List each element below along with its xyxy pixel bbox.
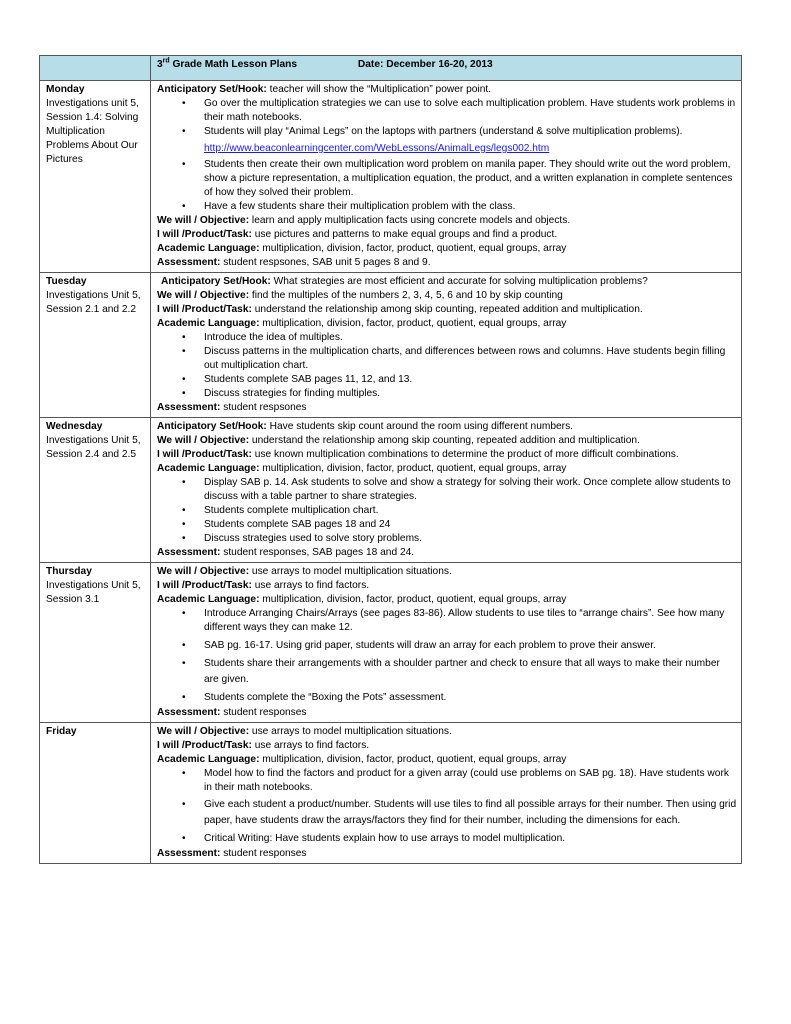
monday-task-text: use pictures and patterns to make equal groups and find a product. (251, 229, 558, 240)
thursday-row (40, 563, 742, 723)
lesson-plan-table (39, 55, 742, 864)
wednesday-row (40, 418, 742, 563)
tuesday-row (40, 273, 742, 418)
friday-bullet-2: • Give each student a product/number. Students will use tiles to find all possible arrays for their number. Then using grid paper, have students draw the arrays/factors they find for their number, including the dimensions for each. (204, 797, 737, 829)
monday-content-cell (151, 81, 742, 273)
thursday-bullet-4: • Students complete the “Boxing the Pots” assessment. (204, 690, 737, 706)
wednesday-bullet-list (157, 476, 737, 546)
thursday-objective-label: We will / Objective: (157, 566, 250, 577)
tuesday-anticipatory-text: What strategies are most efficient and accurate for solving multiplication problems? (270, 276, 648, 287)
monday-academic-label: Academic Language: (157, 243, 260, 254)
wednesday-bullet-3: • Students complete SAB pages 18 and 24 (204, 518, 737, 532)
tuesday-day-cell (40, 273, 151, 418)
wednesday-day-label: Wednesday (46, 421, 103, 432)
tuesday-objective-label: We will / Objective: (157, 290, 250, 301)
tuesday-bullet-1: • Introduce the idea of multiples. (204, 331, 737, 345)
title-text: Grade Math Lesson Plans (169, 59, 298, 70)
tuesday-bullet-2: • Discuss patterns in the multiplication charts, and differences between rows and columns. Have students begin filling out multiplication chart. (204, 345, 737, 373)
monday-day-cell (40, 81, 151, 273)
monday-objective-text: learn and apply multiplication facts using concrete models and objects. (249, 215, 571, 226)
tuesday-bullet-list (157, 331, 737, 401)
friday-academic-text: multiplication, division, factor, product, quotient, equal groups, array (259, 754, 567, 765)
tuesday-task-label: I will /Product/Task: (157, 304, 252, 315)
monday-objective-label: We will / Objective: (157, 215, 250, 226)
friday-assessment-text: student responses (220, 848, 307, 859)
grade-suffix: rd (162, 57, 170, 65)
wednesday-task-text: use known multiplication combinations to determine the product of more difficult combinations. (251, 449, 679, 460)
monday-anticipatory-text: teacher will show the “Multiplication” power point. (266, 84, 492, 95)
friday-assessment-label: Assessment: (157, 848, 221, 859)
friday-task-text: use arrays to find factors. (251, 740, 370, 751)
tuesday-content-cell (151, 273, 742, 418)
thursday-academic-text: multiplication, division, factor, product, quotient, equal groups, array (259, 594, 567, 605)
wednesday-description: Investigations Unit 5, Session 2.4 and 2.5 (46, 435, 141, 460)
friday-task-label: I will /Product/Task: (157, 740, 252, 751)
thursday-bullet-1: • Introduce Arranging Chairs/Arrays (see pages 83-86). Allow students to use tiles to “arrange chairs”. See how many different ways they can make 12. (204, 607, 737, 635)
tuesday-description: Investigations Unit 5, Session 2.1 and 2.2 (46, 290, 141, 315)
monday-bullet-2 (204, 125, 737, 156)
grade-number: 3 (157, 59, 163, 70)
wednesday-assessment-text: student responses, SAB pages 18 and 24. (220, 547, 415, 558)
tuesday-assessment-label: Assessment: (157, 402, 221, 413)
wednesday-objective-label: We will / Objective: (157, 435, 250, 446)
friday-bullet-1: • Model how to find the factors and product for a given array (could use problems on SAB pg. 18). Have students work in their math notebooks. (204, 767, 737, 795)
thursday-task-label: I will /Product/Task: (157, 580, 252, 591)
friday-bullet-3: • Critical Writing: Have students explain how to use arrays to model multiplication. (204, 831, 737, 847)
tuesday-academic-label: Academic Language: (157, 318, 260, 329)
wednesday-objective-text: understand the relationship among skip counting, repeated addition and multiplication. (249, 435, 640, 446)
monday-bullet-3: • Students then create their own multiplication word problem on manila paper. They should write out the word problem, show a picture representation, a multiplication equation, the product, and a written explanation in complete sentences of how they solved their problem. (204, 158, 737, 200)
wednesday-anticipatory-label: Anticipatory Set/Hook: (157, 421, 267, 432)
wednesday-day-cell (40, 418, 151, 563)
monday-assessment-label: Assessment: (157, 257, 221, 268)
tuesday-objective-text: find the multiples of the numbers 2, 3, 4, 5, 6 and 10 by skip counting (249, 290, 563, 301)
thursday-objective-text: use arrays to model multiplication situations. (249, 566, 452, 577)
friday-content-cell (151, 723, 742, 864)
thursday-bullet-list (157, 607, 737, 706)
wednesday-academic-text: multiplication, division, factor, product, quotient, equal groups, array (259, 463, 567, 474)
thursday-assessment-text: student responses (220, 707, 307, 718)
monday-bullet-4: • Have a few students share their multiplication problem with the class. (204, 200, 737, 214)
friday-objective-text: use arrays to model multiplication situations. (249, 726, 452, 737)
wednesday-bullet-4: • Discuss strategies used to solve story problems. (204, 532, 737, 546)
monday-bullet-list (157, 97, 737, 214)
tuesday-task-text: understand the relationship among skip counting, repeated addition and multiplication. (251, 304, 643, 315)
thursday-bullet-2: • SAB pg. 16-17. Using grid paper, students will draw an array for each problem to prove their answer. (204, 638, 737, 654)
thursday-description: Investigations Unit 5, Session 3.1 (46, 580, 141, 605)
monday-description: Investigations unit 5, Session 1.4: Solving Multiplication Problems About Our Pictures (46, 98, 139, 165)
tuesday-anticipatory-label: Anticipatory Set/Hook: (161, 276, 271, 287)
thursday-task-text: use arrays to find factors. (251, 580, 370, 591)
friday-bullet-list (157, 767, 737, 847)
wednesday-task-label: I will /Product/Task: (157, 449, 252, 460)
wednesday-anticipatory-text: Have students skip count around the room using different numbers. (266, 421, 573, 432)
monday-day-label: Monday (46, 84, 85, 95)
wednesday-bullet-1: • Display SAB p. 14. Ask students to solve and show a strategy for solving their work. Once complete allow students to discuss with a table partner to share strategies. (204, 476, 737, 504)
monday-bullet-1: • Go over the multiplication strategies we can use to solve each multiplication problem. Have students work problems in their math notebooks. (204, 97, 737, 125)
tuesday-day-label: Tuesday (46, 276, 87, 287)
friday-academic-label: Academic Language: (157, 754, 260, 765)
monday-academic-text: multiplication, division, factor, product, quotient, equal groups, array (259, 243, 567, 254)
thursday-assessment-label: Assessment: (157, 707, 221, 718)
wednesday-bullet-2: • Students complete multiplication chart. (204, 504, 737, 518)
tuesday-academic-text: multiplication, division, factor, product, quotient, equal groups, array (259, 318, 567, 329)
friday-day-label: Friday (46, 726, 77, 737)
wednesday-content-cell (151, 418, 742, 563)
monday-row (40, 81, 742, 273)
thursday-content-cell (151, 563, 742, 723)
monday-anticipatory-label: Anticipatory Set/Hook: (157, 84, 267, 95)
date-value: December 16-20, 2013 (386, 59, 493, 70)
monday-assessment-text: student respsones, SAB unit 5 pages 8 and 9. (220, 257, 431, 268)
header-empty-cell (40, 56, 151, 81)
date-label: Date: (357, 59, 384, 70)
page-title (151, 56, 742, 81)
animal-legs-link[interactable]: http://www.beaconlearningcenter.com/WebLessons/AnimalLegs/legs002.htm (204, 143, 550, 154)
thursday-day-cell (40, 563, 151, 723)
thursday-bullet-3: • Students share their arrangements with a shoulder partner and check to ensure that all ways to make their number are given. (204, 656, 737, 688)
tuesday-bullet-3: • Students complete SAB pages 11, 12, and 13. (204, 373, 737, 387)
friday-row (40, 723, 742, 864)
table-header-row (40, 56, 742, 81)
wednesday-academic-label: Academic Language: (157, 463, 260, 474)
monday-task-label: I will /Product/Task: (157, 229, 252, 240)
monday-bullet-2-text: Students will play “Animal Legs” on the laptops with partners (understand & solve multiplication problems). (204, 126, 683, 137)
friday-objective-label: We will / Objective: (157, 726, 250, 737)
friday-day-cell (40, 723, 151, 864)
tuesday-bullet-4: • Discuss strategies for finding multiples. (204, 387, 737, 401)
thursday-academic-label: Academic Language: (157, 594, 260, 605)
tuesday-assessment-text: student respsones (220, 402, 307, 413)
thursday-day-label: Thursday (46, 566, 92, 577)
wednesday-assessment-label: Assessment: (157, 547, 221, 558)
